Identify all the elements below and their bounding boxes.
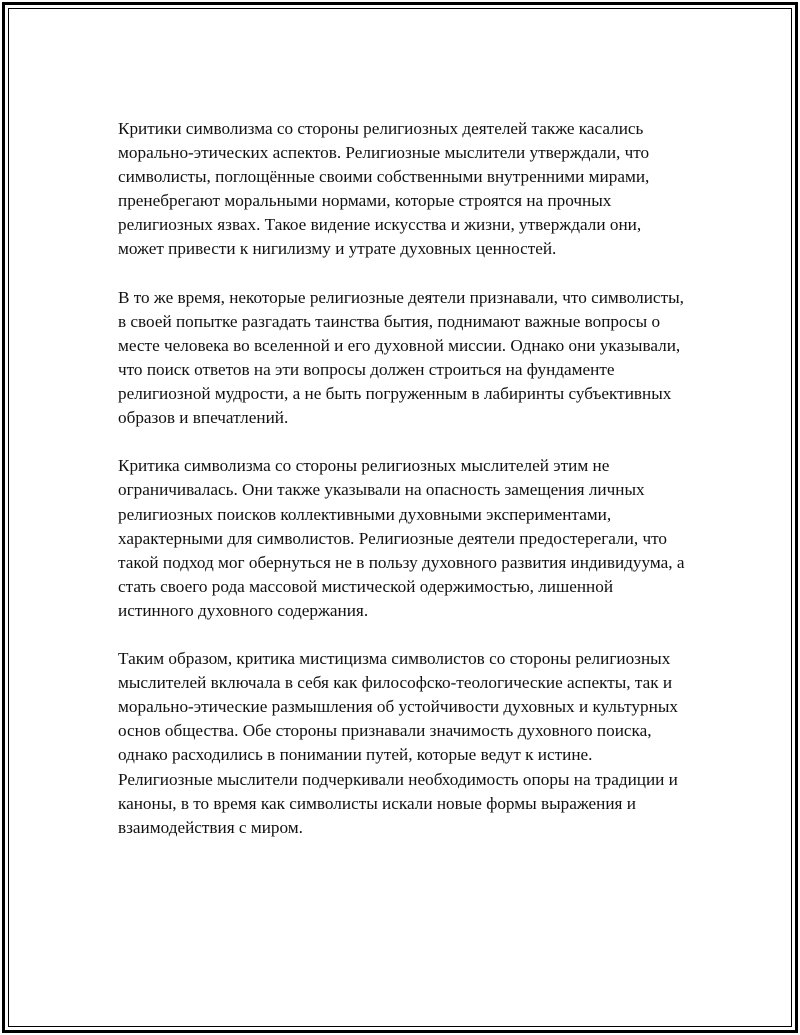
paragraph-3: Критика символизма со стороны религиозных мыслителей этим не ограничивалась. Они также указывали на опасность замещения личных религиозных поисков коллективными духовными экспериментами, характерными для символистов. Религиозные деятели предостерегали, что такой подход мог обернуться не в пользу духовного развития индивидуума, а стать своего рода массовой мистической одержимостью, лишенной истинного духовного содержания. [118, 456, 685, 620]
paragraph-4: Таким образом, критика мистицизма символистов со стороны религиозных мыслителей включала в себя как философско-теологические аспекты, так и морально-этические размышления об устойчивости духовных и культурных основ общества. Обе стороны признавали значимость духовного поиска, однако расходились в понимании путей, которые ведут к истине. Религиозные мыслители подчеркивали необходимость опоры на традиции и каноны, в то время как символисты искали новые формы выражения и взаимодействия с миром. [118, 649, 678, 837]
paragraph-1: Критики символизма со стороны религиозных деятелей также касались морально-этических аспектов. Религиозные мыслители утверждали, что символисты, поглощённые своими собственными внутренними мирами, пренебрегают моральными нормами, которые строятся на прочных религиозных язвах. Такое видение искусства и жизни, утверждали они, может привести к нигилизму и утрате духовных ценностей. [118, 119, 650, 259]
document-body [118, 117, 690, 864]
paragraph-2: В то же время, некоторые религиозные деятели признавали, что символисты, в своей попытке разгадать таинства бытия, поднимают важные вопросы о месте человека во вселенной и его духовной миссии. Однако они указывали, что поиск ответов на эти вопросы должен строиться на фундаменте религиозной мудрости, а не быть погруженным в лабиринты субъективных образов и впечатлений. [118, 287, 684, 428]
